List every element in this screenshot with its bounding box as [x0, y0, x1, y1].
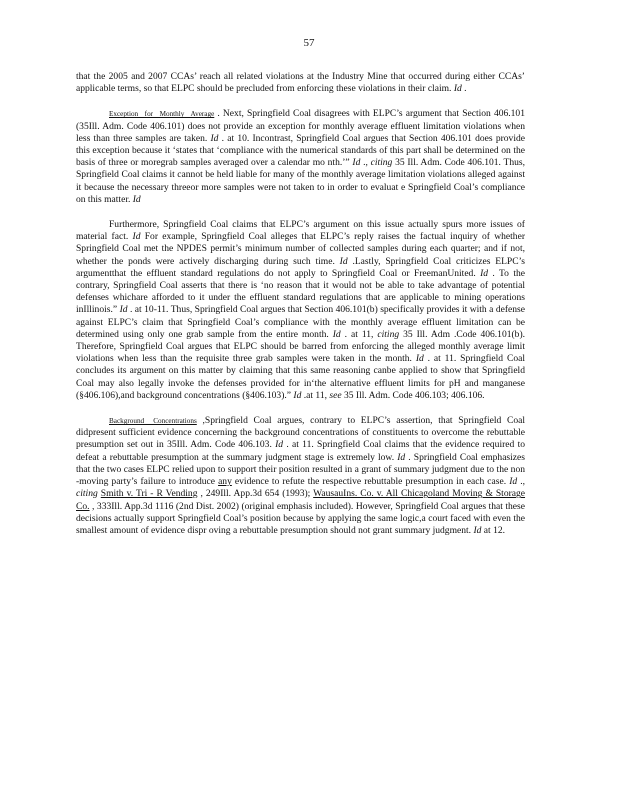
case-name: any — [218, 476, 232, 488]
citation-signal: Id — [453, 83, 462, 95]
body-text — [76, 71, 525, 550]
paragraph — [76, 71, 525, 95]
text-run: 35 Ill. Adm. Code 406.103; 406.106. — [341, 389, 485, 401]
text-run: at 12. — [481, 524, 506, 536]
citation-signal: Id — [210, 132, 219, 144]
citation-signal: Id — [275, 439, 284, 451]
citation-signal: Id — [132, 231, 141, 243]
text-run: . at 11. Springfield Coal concludes its argument on this matter by claiming that this same reasoning canbe applied to show that Springfield Coal may also legally invoke the defenses provided for in‘the alternative effluent limits for pH and manganese (§406.106),and background concentrations (§406.103).” — [76, 353, 525, 401]
case-name: Smith v. Tri - R Vending — [100, 488, 198, 500]
text-run: .Lastly, Springfield Coal criticizes ELPC’s argumentthat the effluent standard regulations do not apply to Springfield Coal or FreemanUnited. — [76, 255, 525, 279]
text-run: 35 Ill. Adm. Code 406.101. Thus, Springfield Coal claims it cannot be held liable for many of the monthly average limitation violations alleged against it because the necessary threeor more samples were not taken to in order to evaluat e Springfield Coal’s compliance on this matter. — [76, 157, 525, 205]
citation-signal: Id — [132, 193, 141, 205]
citation-signal: Id — [415, 353, 424, 365]
text-run: . at 10. Incontrast, Springfield Coal argues that Section 406.101 does provide this exception because it ‘states that ‘compliance with the numerical standards of this part shall be determined on the basis of three or moregrab samples averaged over a calendar mo nth.’” — [76, 132, 525, 169]
citation-signal: Id — [397, 451, 406, 463]
citation-signal: citing — [76, 488, 98, 500]
citation-signal: Id — [509, 476, 518, 488]
citation-signal: citing — [377, 328, 400, 340]
text-run: 35 Ill. Adm .Code 406.101(b). Therefore, Springfield Coal argues that ELPC should be barred from enforcing the alleged monthly average limit violations when less than the requisite three grab samples were taken in the month. — [76, 328, 526, 365]
citation-signal: Id — [332, 328, 341, 340]
text-run: that the 2005 and 2007 CCAs’ reach all related violations at the Industry Mine that occurred during either CCAs’ applicable terms, so that ELPC should be precluded from enforcing these violations in their claim. — [76, 71, 525, 95]
text-run: . Next, Springfield Coal disagrees with ELPC’s argument that Section 406.101 (35Ill. Adm. Code 406.101) does not provide an exception for monthly average effluent limitation violations when less than three samples are taken. — [76, 108, 525, 144]
text-run: . at 11, — [340, 328, 378, 340]
case-name: WausauIns. Co. v. All Chicagoland Moving & Storage Co. — [76, 488, 526, 512]
text-run: . Springfield Coal emphasizes that the two cases ELPC relied upon to support their position resulted in a grant of summary judgment due to the non -moving party’s failure to introduce — [76, 451, 525, 488]
text-run: evidence to refute the respective rebuttable presumption in each case. — [231, 476, 510, 488]
text-run: , 249Ill. App.3d 654 (1993); — [197, 488, 314, 500]
citation-signal: Id — [293, 389, 302, 401]
citation-signal: Id — [119, 304, 128, 316]
text-run: . at 10-11. Thus, Springfield Coal argues that Section 406.101(b) specifically provides it with a defense against ELPC’s claim that Springfield Coal’s compliance with the monthly average effluent limitation can be determined using only one grab sample from the entire month. — [76, 304, 525, 340]
paragraph — [76, 108, 525, 206]
section-heading: Exception for Monthly Average — [109, 110, 215, 119]
text-run: , 333Ill. App.3d 1116 (2nd Dist. 2002) (original emphasis included). However, Springfield Coal argues that these decisions actually support Springfield Coal’s position because by applying the same logic,a court faced with even the smallest amount of evidence dispr oving a rebuttable presumption should not grant summary judgment. — [76, 500, 525, 536]
text-run: ., — [517, 476, 525, 488]
paragraph — [76, 219, 525, 402]
text-run: ,Springfield Coal argues, contrary to ELPC’s assertion, that Springfield Coal didpresent sufficient evidence concerning the background concentrations of constituents to overcome the rebuttable presumption set out in 35Ill. Adm. Code 406.103. — [76, 415, 525, 451]
citation-signal: Id — [339, 255, 348, 267]
citation-signal: see — [329, 389, 342, 401]
text-run: . — [461, 83, 467, 95]
citation-signal: Id — [473, 524, 482, 536]
paragraph — [76, 415, 525, 537]
text-run: ., — [360, 157, 371, 169]
page-number: 57 — [303, 37, 315, 49]
text-run: . at 11. Springfield Coal claims that the evidence required to defeat a rebuttable presumption at the summary judgment stage is extremely low. — [76, 439, 525, 463]
citation-signal: Id — [480, 267, 489, 279]
text-run: .at 11, — [301, 389, 330, 401]
citation-signal: citing — [370, 157, 393, 169]
text-run: . To the contrary, Springfield Coal asserts that there is ‘no reason that it would not be able to take advantage of potential defenses whichare afforded to it under the effluent standard regulations that are applicable to mining operations inIllinois.” — [76, 267, 525, 316]
citation-signal: Id — [352, 157, 361, 169]
text-run: For example, Springfield Coal alleges that ELPC’s reply raises the factual inquiry of whether Springfield Coal met the NPDES permit’s minimum number of collected samples during each quarter; and if not, whether the ponds were actively discharging during such time. — [76, 231, 525, 267]
section-heading: Background Concentrations — [109, 417, 197, 426]
text-run: Furthermore, Springfield Coal claims that ELPC’s argument on this issue actually spurs more issues of material fact. — [76, 219, 525, 243]
